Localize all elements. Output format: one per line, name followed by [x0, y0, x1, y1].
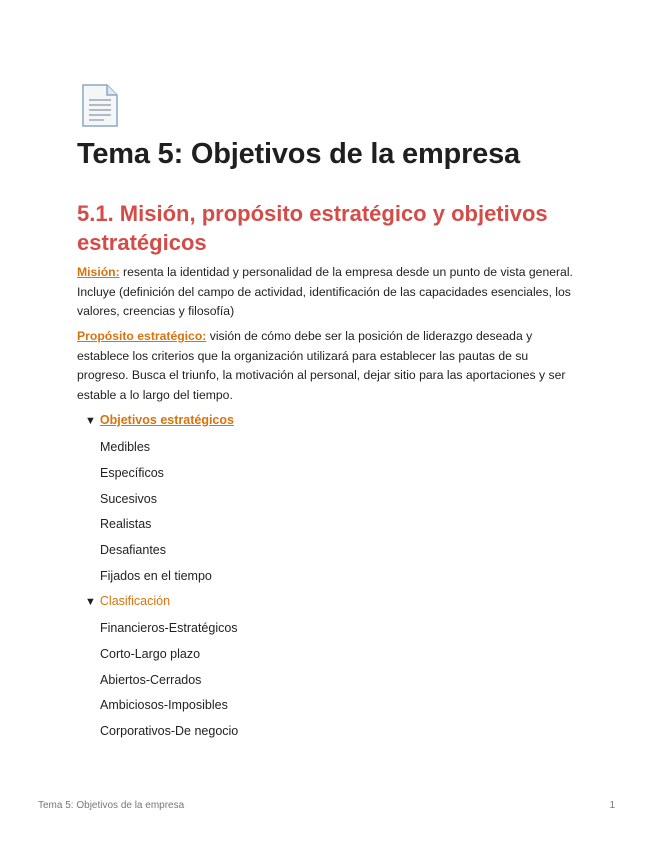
proposito-paragraph	[77, 327, 577, 405]
mision-term-link[interactable]: Misión:	[77, 265, 120, 279]
toggle-clasificacion-label[interactable]: Clasificación	[99, 594, 171, 608]
toggle-arrow-icon[interactable]: ▼	[85, 596, 96, 608]
list-item: Medibles	[100, 440, 151, 454]
footer-title: Tema 5: Objetivos de la empresa	[38, 800, 185, 811]
objetivos-list	[100, 439, 212, 594]
list-item: Financieros-Estratégicos	[100, 621, 238, 635]
list-item: Realistas	[100, 517, 152, 532]
proposito-text: visión de cómo debe ser la posición de liderazgo deseada y establece los criterios que la organización utilizará para establecer las pautas de su progreso. Busca el triunfo, la motivación al personal, dejar sitio para las aportaciones y ser estable a lo largo del tiempo.	[77, 329, 566, 402]
document-icon	[80, 84, 120, 128]
list-item: Abiertos-Cerrados	[100, 672, 202, 687]
toggle-arrow-icon[interactable]: ▼	[85, 415, 96, 427]
footer-page-number: 1	[609, 800, 615, 811]
list-item: Específicos	[100, 465, 164, 480]
mision-paragraph	[77, 263, 577, 322]
toggle-objetivos-estrategicos[interactable]	[85, 413, 234, 427]
mision-text: resenta la identidad y personalidad de la empresa desde un punto de vista general. Incluye (definición del campo de actividad, identificación de las capacidades esenciales, los valores, creencias y filosofía)	[77, 265, 573, 318]
list-item: Sucesivos	[100, 491, 157, 506]
toggle-clasificacion[interactable]	[85, 594, 170, 608]
list-item: Corto-Largo plazo	[100, 646, 201, 661]
section-heading: 5.1. Misión, propósito estratégico y objetivos estratégicos	[77, 201, 548, 255]
list-item: Corporativos-De negocio	[100, 724, 239, 739]
clasificacion-list	[100, 620, 238, 749]
list-item: Fijados en el tiempo	[100, 568, 212, 583]
list-item: Desafiantes	[100, 543, 167, 558]
toggle-objetivos-label[interactable]: Objetivos estratégicos	[99, 413, 234, 427]
proposito-term-link[interactable]: Propósito estratégico:	[77, 329, 207, 343]
page-icon	[80, 84, 120, 128]
list-item: Ambiciosos-Imposibles	[100, 698, 228, 713]
page-title: Tema 5: Objetivos de la empresa	[77, 138, 520, 170]
